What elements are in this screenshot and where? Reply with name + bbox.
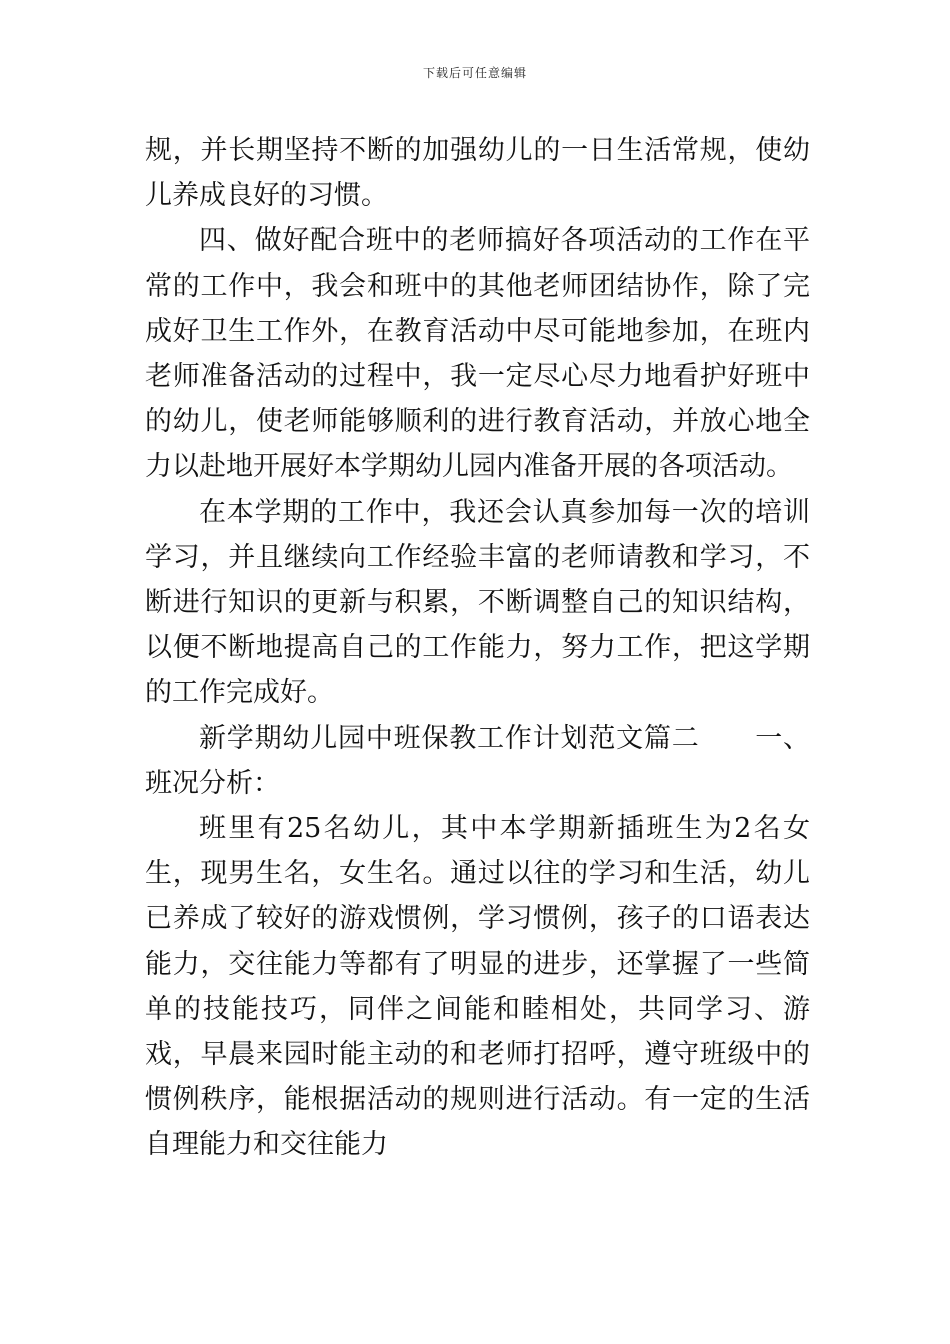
paragraph-5: 班里有25名幼儿，其中本学期新插班生为2名女生，现男生名，女生名。通过以往的学习和生活，幼儿已养成了较好的游戏惯例，学习惯例，孩子的口语表达能力，交往能力等都有了明显的进步，还掌握了一些简单的技能技巧，同伴之间能和睦相处，共同学习、游戏，早晨来园时能主动的和老师打招呼，遵守班级中的惯例秩序，能根据活动的规则进行活动。有一定的生活自理能力和交往能力: [145, 813, 810, 1161]
document-body: [145, 128, 810, 1168]
paragraph-1: 规，并长期坚持不断的加强幼儿的一日生活常规，使幼儿养成良好的习惯。: [145, 135, 810, 212]
paragraph-4: 新学期幼儿园中班保教工作计划范文篇二 一、班况分析：: [145, 722, 810, 799]
page-header: 下载后可任意编辑: [422, 66, 527, 80]
paragraph-2: 四、做好配合班中的老师搞好各项活动的工作在平常的工作中，我会和班中的其他老师团结协作，除了完成好卫生工作外，在教育活动中尽可能地参加，在班内老师准备活动的过程中，我一定尽心尽力地看护好班中的幼儿，使老师能够顺利的进行教育活动，并放心地全力以赴地开展好本学期幼儿园内准备开展的各项活动。: [145, 225, 810, 483]
paragraph-3: 在本学期的工作中，我还会认真参加每一次的培训学习，并且继续向工作经验丰富的老师请教和学习，不断进行知识的更新与积累，不断调整自己的知识结构，以便不断地提高自己的工作能力，努力工作，把这学期的工作完成好。: [145, 496, 810, 709]
